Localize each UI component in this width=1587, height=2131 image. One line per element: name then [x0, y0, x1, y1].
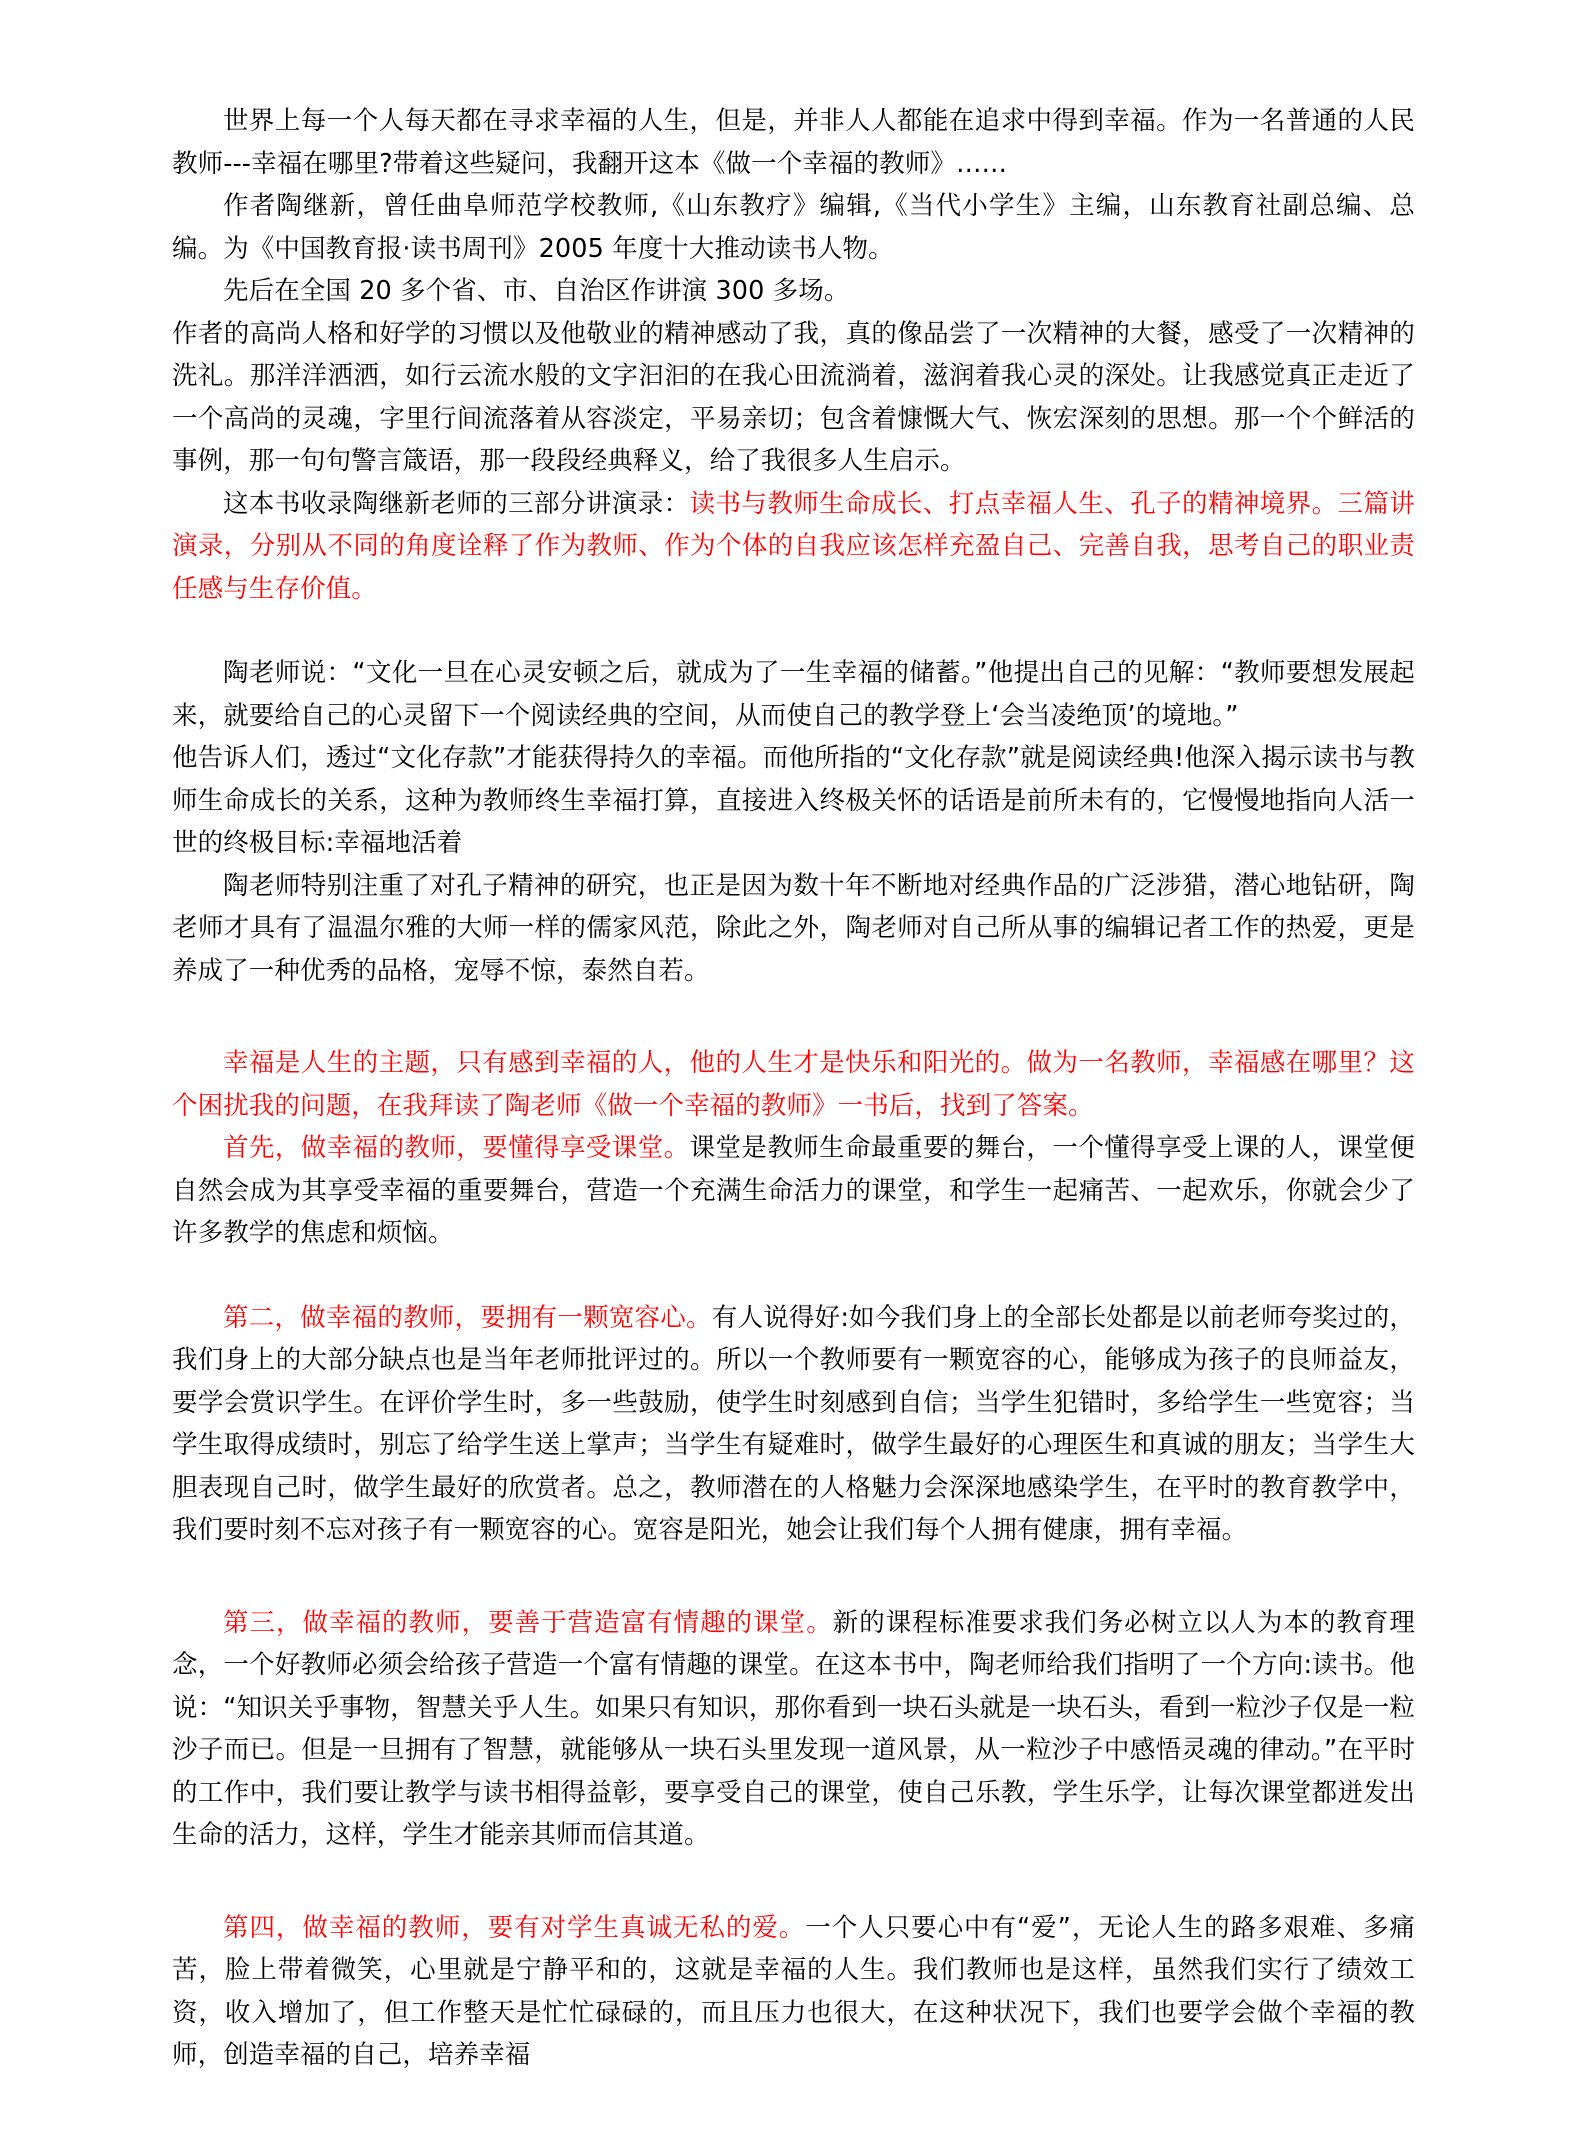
- point-fourth-body: 一个人只要心中有“爱”，无论人生的路多艰难、多痛苦，脸上带着微笑，心里就是宁静平和的，这就是幸福的人生。我们教师也是这样，虽然我们实行了绩效工资，收入增加了，但工作整天是忙忙碌碌的，而且压力也很大，在这种状况下，我们也要学会做个幸福的教师，创造幸福的自己，培养幸福: [172, 1912, 1416, 2070]
- point-fourth-heading: 第四，做幸福的教师，要有对学生真诚无私的爱。: [223, 1912, 806, 1943]
- paragraph-cultural-savings: 他告诉人们，透过“文化存款”才能获得持久的幸福。而他所指的“文化存款”就是阅读经典!他深入揭示读书与教师生命成长的关系，这种为教师终生幸福打算，直接进入终极关怀的话语是前所未有的，它慢慢地指向人活一世的终极目标:幸福地活着: [172, 743, 1415, 858]
- paragraph-intro: 世界上每一个人每天都在寻求幸福的人生，但是，并非人人都能在追求中得到幸福。作为一名普通的人民教师---幸福在哪里?带着这些疑问，我翻开这本《做一个幸福的教师》……: [172, 106, 1415, 179]
- paragraph-point-third: [172, 1602, 1415, 1857]
- paragraph-point-second: [172, 1297, 1415, 1552]
- paragraph-gap-3: [172, 1255, 1415, 1297]
- paragraph-impression: 作者的高尚人格和好学的习惯以及他敬业的精神感动了我，真的像品尝了一次精神的大餐，感受了一次精神的洗礼。那洋洋洒洒，如行云流水般的文字汩汩的在我心田流淌着，滋润着我心灵的深处。让我感觉真正走近了一个高尚的灵魂，字里行间流落着从容淡定，平易亲切；包含着慷慨大气、恢宏深刻的思想。那一个个鲜活的事例，那一句句警言箴语，那一段段经典释义，给了我很多人生启示。: [172, 318, 1415, 476]
- point-third-body: 新的课程标准要求我们务必树立以人为本的教育理念，一个好教师必须会给孩子营造一个富有情趣的课堂。在这本书中，陶老师给我们指明了一个方向:读书。他说：“知识关乎事物，智慧关乎人生。如果只有知识，那你看到一块石头就是一块石头，看到一粒沙子仅是一粒沙子而已。但是一旦拥有了智慧，就能够从一块石头里发现一道风景，从一粒沙子中感悟灵魂的律动。”在平时的工作中，我们要让教学与读书相得益彰，要享受自己的课堂，使自己乐教，学生乐学，让每次课堂都迸发出生命的活力，这样，学生才能亲其师而信其道。: [172, 1607, 1415, 1850]
- point-first-heading: 首先，做幸福的教师，要懂得享受课堂。: [223, 1133, 690, 1163]
- paragraph-gap-5: [172, 1857, 1415, 1907]
- paragraph-gap-1: [172, 610, 1415, 652]
- paragraph-point-first: [172, 1127, 1415, 1255]
- paragraph-happiness-theme: 幸福是人生的主题，只有感到幸福的人，他的人生才是快乐和阳光的。做为一名教师，幸福感在哪里？这个困扰我的问题，在我拜读了陶老师《做一个幸福的教师》一书后，找到了答案。: [172, 1048, 1415, 1121]
- document-body: [172, 100, 1415, 2077]
- point-first-body: 课堂是教师生命最重要的舞台，一个懂得享受上课的人，课堂便自然会成为其享受幸福的重要舞台，营造一个充满生命活力的课堂，和学生一起痛苦、一起欢乐，你就会少了许多教学的焦虑和烦恼。: [172, 1133, 1415, 1248]
- point-third-heading: 第三，做幸福的教师，要善于营造富有情趣的课堂。: [223, 1607, 833, 1638]
- paragraph-book-contents: [172, 483, 1415, 611]
- paragraph-tao-quote: 陶老师说：“文化一旦在心灵安顿之后，就成为了一生幸福的储蓄。”他提出自己的见解：“教师要想发展起来，就要给自己的心灵留下一个阅读经典的空间，从而使自己的教学登上‘会当凌绝顶’的境地。”: [172, 658, 1415, 731]
- book-contents-lead: 这本书收录陶继新老师的三部分讲演录：: [223, 488, 690, 519]
- paragraph-confucius-study: 陶老师特别注重了对孔子精神的研究，也正是因为数十年不断地对经典作品的广泛涉猎，潜心地钻研，陶老师才具有了温温尔雅的大师一样的儒家风范，除此之外，陶老师对自己所从事的编辑记者工作的热爱，更是养成了一种优秀的品格，宠辱不惊，泰然自若。: [172, 870, 1415, 986]
- point-second-body: 有人说得好:如今我们身上的全部长处都是以前老师夸奖过的，我们身上的大部分缺点也是当年老师批评过的。所以一个教师要有一颗宽容的心，能够成为孩子的良师益友，要学会赏识学生。在评价学生时，多一些鼓励，使学生时刻感到自信；当学生犯错时，多给学生一些宽容；当学生取得成绩时，别忘了给学生送上掌声；当学生有疑难时，做学生最好的心理医生和真诚的朋友；当学生大胆表现自己时，做学生最好的欣赏者。总之，教师潜在的人格魅力会深深地感染学生，在平时的教育教学中，我们要时刻不忘对孩子有一颗宽容的心。宽容是阳光，她会让我们每个人拥有健康，拥有幸福。: [172, 1302, 1415, 1545]
- paragraph-gap-4: [172, 1552, 1415, 1602]
- point-second-heading: 第二，做幸福的教师，要拥有一颗宽容心。: [223, 1302, 712, 1333]
- paragraph-gap-2: [172, 992, 1415, 1042]
- book-contents-highlight: 读书与教师生命成长、打点幸福人生、孔子的精神境界。三篇讲演录，分别从不同的角度诠释了作为教师、作为个体的自我应该怎样充盈自己、完善自我，思考自己的职业责任感与生存价值。: [172, 488, 1415, 604]
- paragraph-lecture-count: 先后在全国 20 多个省、市、自治区作讲演 300 多场。: [223, 276, 850, 306]
- paragraph-author-bio: 作者陶继新，曾任曲阜师范学校教师,《山东教疗》编辑,《当代小学生》主编，山东教育社副总编、总编。为《中国教育报·读书周刊》2005 年度十大推动读书人物。: [172, 191, 1415, 264]
- paragraph-point-fourth: [172, 1907, 1415, 2077]
